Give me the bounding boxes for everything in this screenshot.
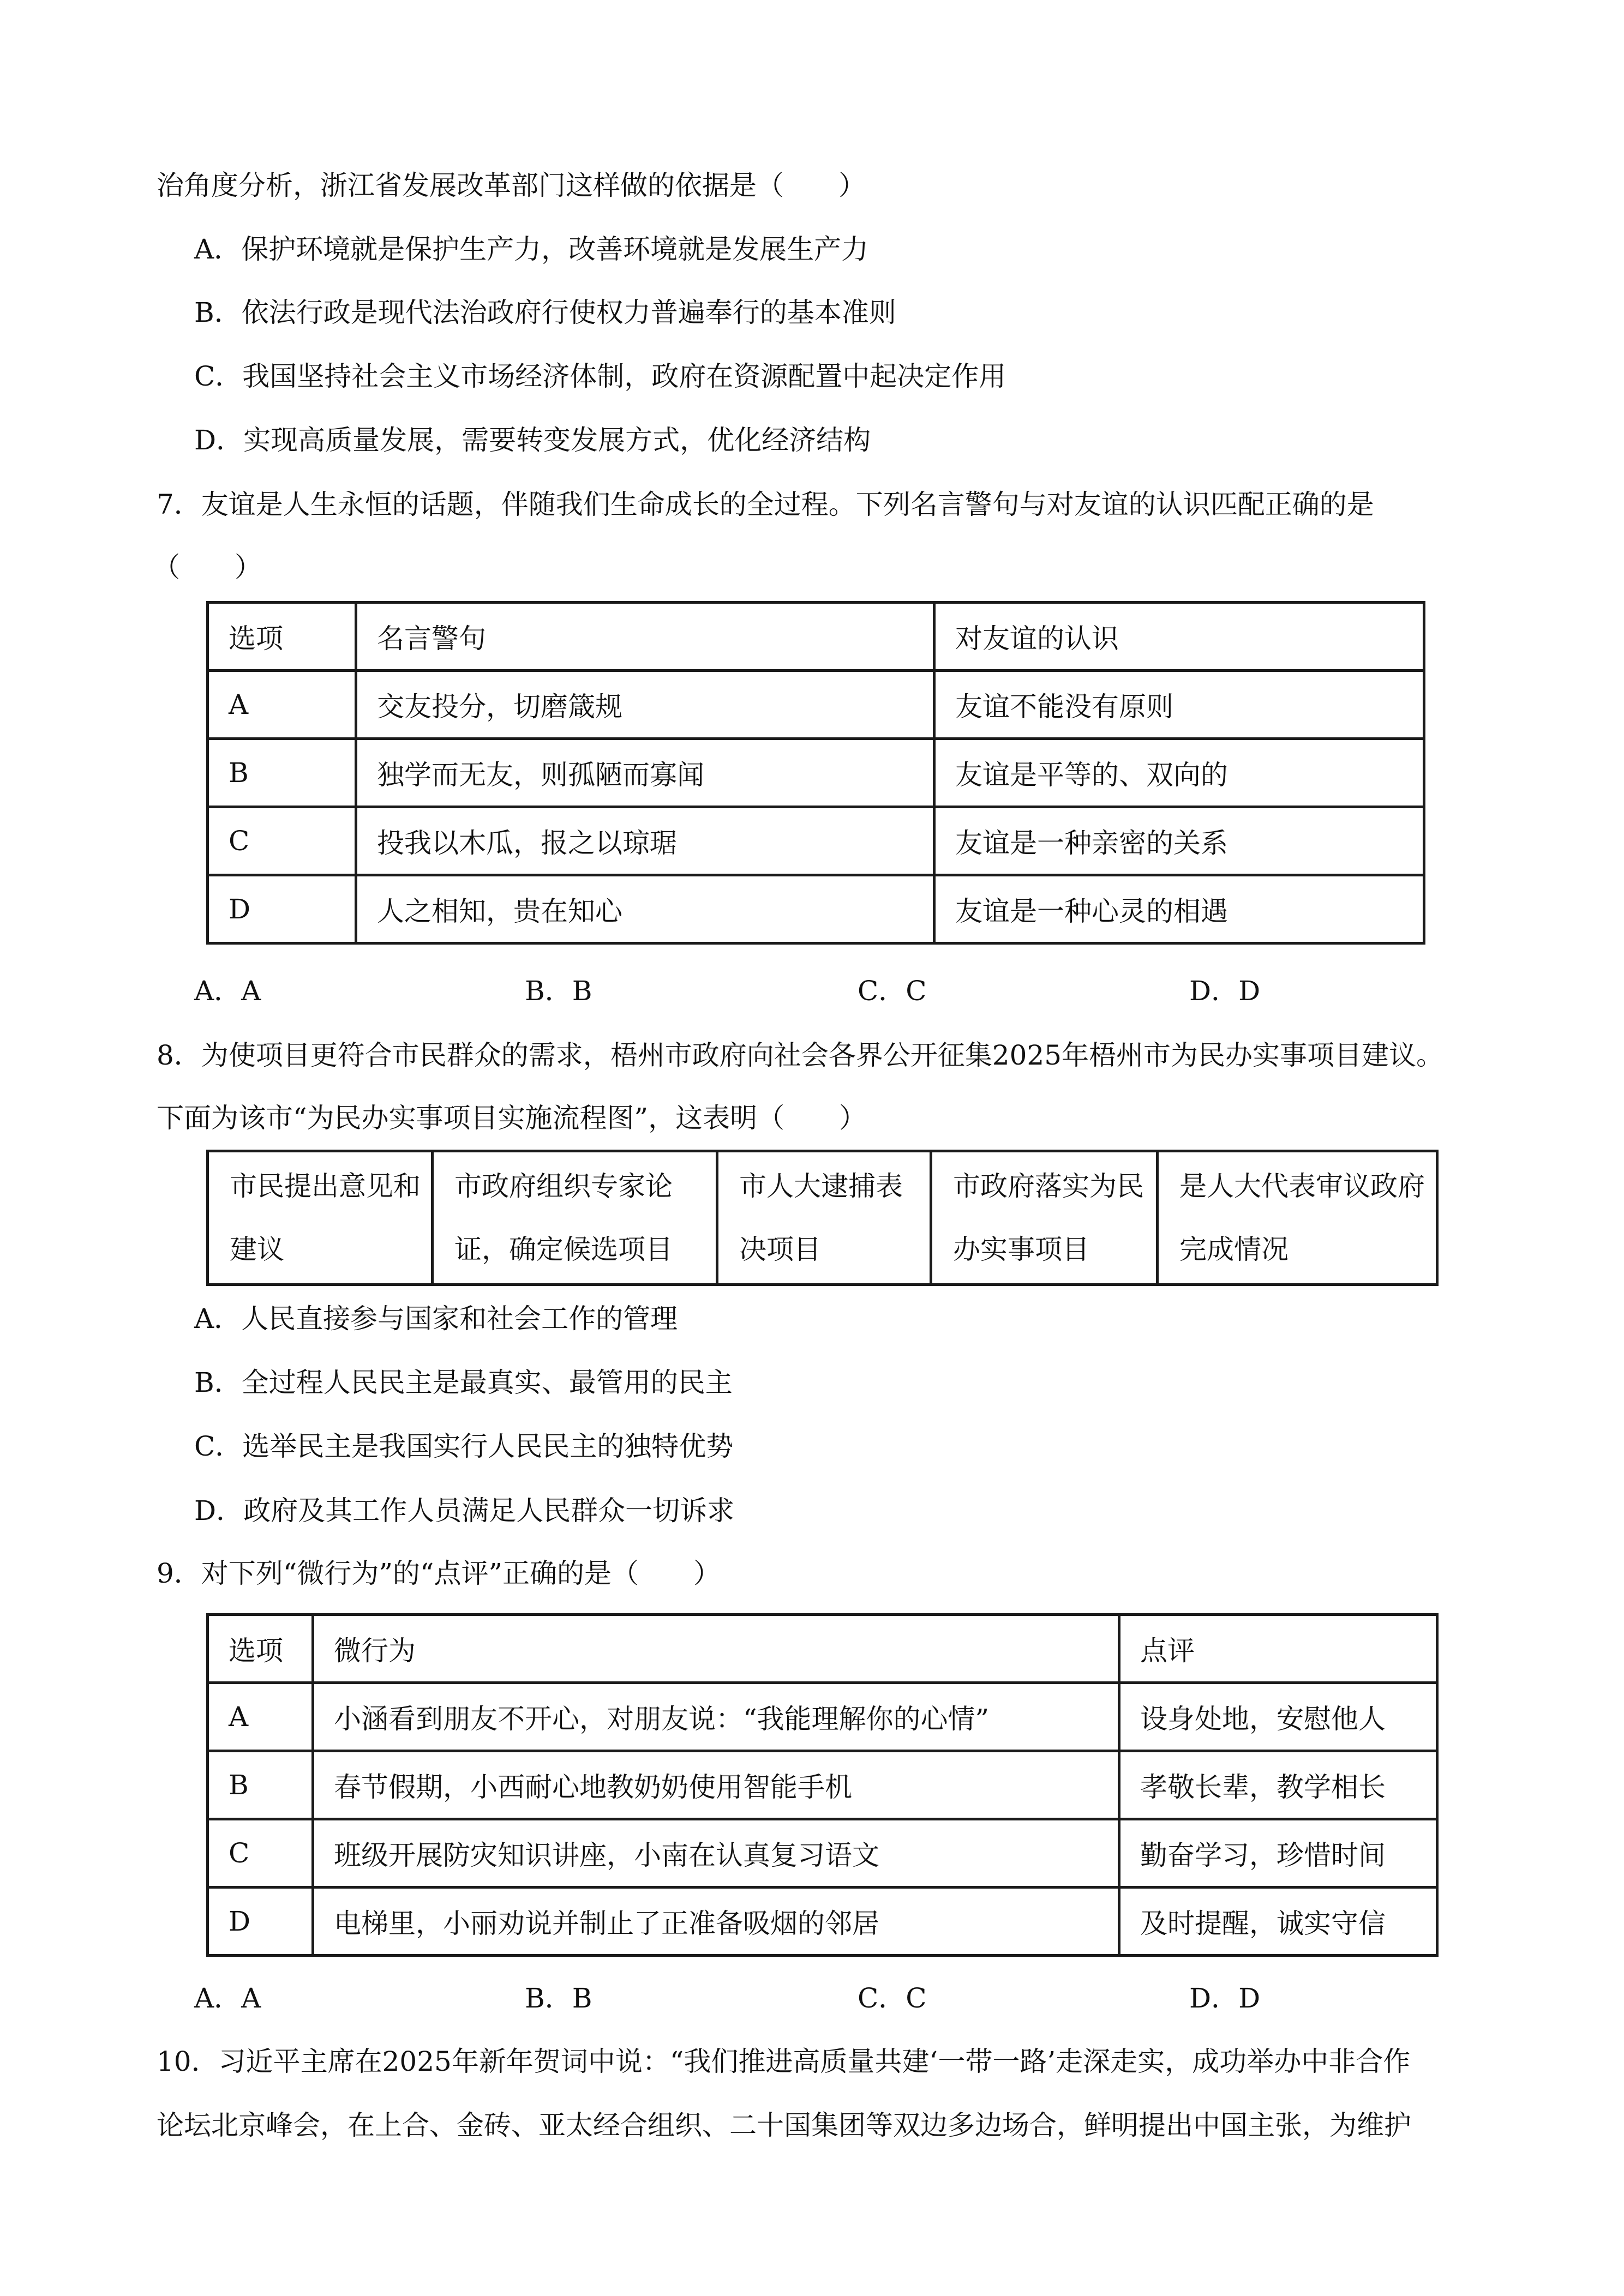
q6-option-b[interactable]: B．依法行政是现代法治政府行使权力普遍奉行的基本准则 <box>194 297 896 328</box>
table-cell: 设身处地，安慰他人 <box>1119 1683 1437 1751</box>
table-header-cell: 选项 <box>208 1615 313 1683</box>
table-cell: 班级开展防灾知识讲座，小南在认真复习语文 <box>313 1819 1119 1888</box>
flow-step: 市人大逮捕表决项目 <box>717 1151 931 1285</box>
q9-table <box>206 1613 1439 1957</box>
q7-answer-a[interactable]: A．A <box>194 975 261 1007</box>
table-row <box>208 739 1424 807</box>
table-cell: 交友投分，切磨箴规 <box>356 671 934 739</box>
table-cell: B <box>208 739 356 807</box>
table-row <box>208 1751 1437 1819</box>
q7-stem: 7．友谊是人生永恒的话题，伴随我们生命成长的全过程。下列名言警句与对友谊的认识匹配正确的是 <box>157 489 1374 520</box>
table-cell: B <box>208 1751 313 1819</box>
table-cell: 及时提醒，诚实守信 <box>1119 1888 1437 1956</box>
table-cell: D <box>208 875 356 943</box>
q8-option-c[interactable]: C．选举民主是我国实行人民民主的独特优势 <box>194 1431 734 1462</box>
table-cell: 友谊是一种心灵的相遇 <box>934 875 1424 943</box>
table-cell: C <box>208 807 356 875</box>
q8-stem-line2: 下面为该市“为民办实事项目实施流程图”，这表明（ ） <box>157 1102 867 1134</box>
table-header-cell: 选项 <box>208 603 356 671</box>
q8-option-b[interactable]: B．全过程人民民主是最真实、最管用的民主 <box>194 1367 733 1398</box>
flow-step: 市政府落实为民办实事项目 <box>931 1151 1158 1285</box>
q7-answer-c[interactable]: C．C <box>858 975 927 1007</box>
table-cell: A <box>208 1683 313 1751</box>
q7-table <box>206 601 1425 945</box>
table-row <box>208 1819 1437 1888</box>
table-header-cell: 对友谊的认识 <box>934 603 1424 671</box>
table-cell: 友谊是一种亲密的关系 <box>934 807 1424 875</box>
table-cell: 人之相知，贵在知心 <box>356 875 934 943</box>
table-cell: 勤奋学习，珍惜时间 <box>1119 1819 1437 1888</box>
table-cell: 孝敬长辈，教学相长 <box>1119 1751 1437 1819</box>
flow-row <box>208 1151 1437 1285</box>
q7-answer-d[interactable]: D．D <box>1189 975 1261 1007</box>
q9-answer-a[interactable]: A．A <box>194 1982 261 2014</box>
table-cell: C <box>208 1819 313 1888</box>
q9-answer-b[interactable]: B．B <box>525 1982 592 2014</box>
q6-stem-end: 治角度分析，浙江省发展改革部门这样做的依据是（ ） <box>157 170 866 201</box>
q6-option-c[interactable]: C．我国坚持社会主义市场经济体制，政府在资源配置中起决定作用 <box>194 360 1006 392</box>
table-cell: 电梯里，小丽劝说并制止了正准备吸烟的邻居 <box>313 1888 1119 1956</box>
table-row <box>208 1888 1437 1956</box>
q7-answer-b[interactable]: B．B <box>525 975 592 1007</box>
q8-flowchart <box>206 1150 1439 1286</box>
q6-option-a[interactable]: A．保护环境就是保护生产力，改善环境就是发展生产力 <box>194 233 869 265</box>
table-cell: D <box>208 1888 313 1956</box>
table-header-cell: 点评 <box>1119 1615 1437 1683</box>
table-cell: 独学而无友，则孤陋而寡闻 <box>356 739 934 807</box>
q8-option-a[interactable]: A．人民直接参与国家和社会工作的管理 <box>194 1303 678 1335</box>
table-header-row <box>208 1615 1437 1683</box>
table-header-row <box>208 603 1424 671</box>
q10-stem: 10．习近平主席在2025年新年贺词中说：“我们推进高质量共建‘一带一路’走深走实，成功举办中非合作 <box>157 2046 1411 2077</box>
table-cell: 友谊是平等的、双向的 <box>934 739 1424 807</box>
table-row <box>208 1683 1437 1751</box>
flow-step: 是人大代表审议政府完成情况 <box>1158 1151 1437 1285</box>
q7-stem-bracket: （ ） <box>153 551 262 583</box>
q6-option-d[interactable]: D．实现高质量发展，需要转变发展方式，优化经济结构 <box>194 424 871 456</box>
q9-stem: 9．对下列“微行为”的“点评”正确的是（ ） <box>157 1558 721 1589</box>
table-cell: 春节假期，小西耐心地教奶奶使用智能手机 <box>313 1751 1119 1819</box>
flow-step: 市政府组织专家论证，确定候选项目 <box>433 1151 717 1285</box>
q8-stem: 8．为使项目更符合市民群众的需求，梧州市政府向社会各界公开征集2025年梧州市为民办实事项目建议。 <box>157 1039 1444 1071</box>
table-row <box>208 671 1424 739</box>
table-cell: 小涵看到朋友不开心，对朋友说：“我能理解你的心情” <box>313 1683 1119 1751</box>
table-cell: 投我以木瓜，报之以琼琚 <box>356 807 934 875</box>
flow-step: 市民提出意见和建议 <box>208 1151 433 1285</box>
q9-answer-d[interactable]: D．D <box>1189 1982 1261 2014</box>
table-cell: A <box>208 671 356 739</box>
table-cell: 友谊不能没有原则 <box>934 671 1424 739</box>
table-row <box>208 807 1424 875</box>
q10-stem-line2: 论坛北京峰会，在上合、金砖、亚太经合组织、二十国集团等双边多边场合，鲜明提出中国主张，为维护 <box>157 2109 1411 2141</box>
table-header-cell: 名言警句 <box>356 603 934 671</box>
q8-option-d[interactable]: D．政府及其工作人员满足人民群众一切诉求 <box>194 1495 735 1526</box>
table-header-cell: 微行为 <box>313 1615 1119 1683</box>
q9-answer-c[interactable]: C．C <box>858 1982 927 2014</box>
table-row <box>208 875 1424 943</box>
